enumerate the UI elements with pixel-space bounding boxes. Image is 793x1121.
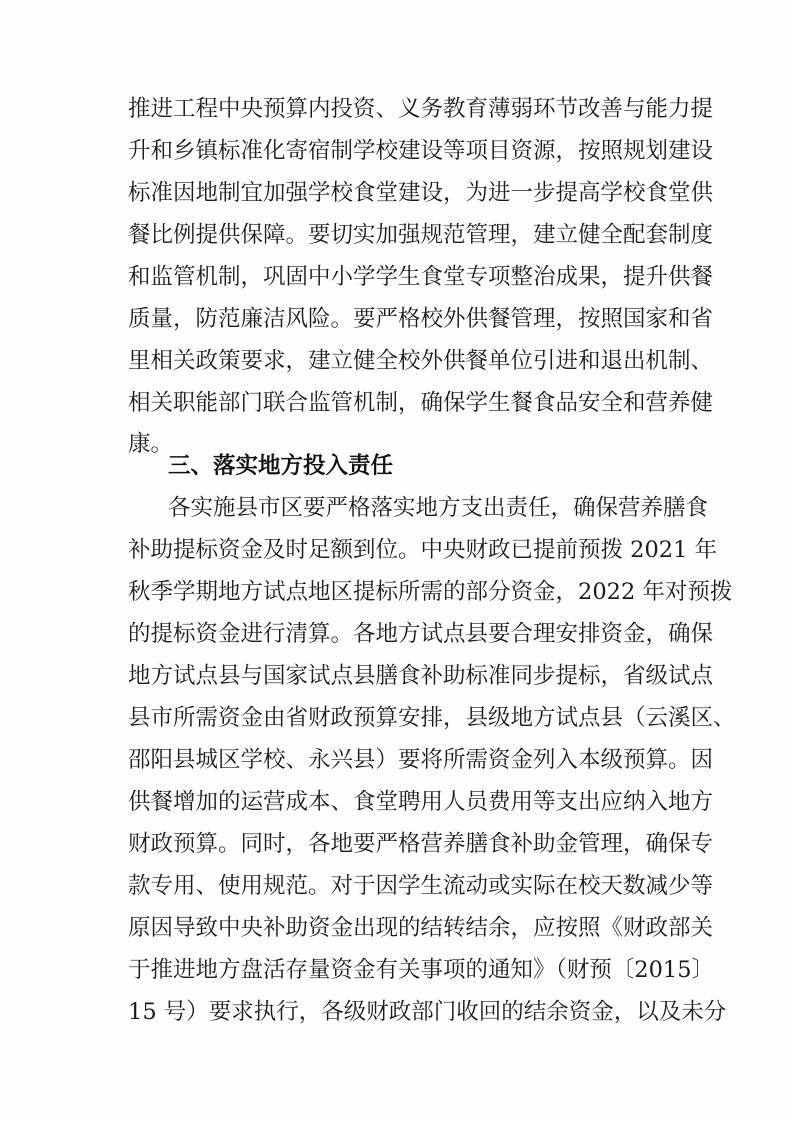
para2-line: 补助提标资金及时足额到位。中央财政已提前预拨 2021 年 xyxy=(128,537,718,563)
para1-line: 标准因地制宜加强学校食堂建设，为进一步提高学校食堂供 xyxy=(128,180,714,206)
para2-line: 各实施县市区要严格落实地方支出责任，确保营养膳食 xyxy=(168,495,709,521)
para2-line: 秋季学期地方试点地区提标所需的部分资金，2022 年对预拨 xyxy=(128,579,733,605)
para1-line: 康。 xyxy=(128,431,174,457)
para2-line: 地方试点县与国家试点县膳食补助标准同步提标，省级试点 xyxy=(128,663,714,689)
section-heading: 三、落实地方投入责任 xyxy=(168,453,394,479)
para1-line: 质量，防范廉洁风险。要严格校外供餐管理，按照国家和省 xyxy=(128,306,714,332)
para2-line: 原因导致中央补助资金出现的结转结余，应按照《财政部关 xyxy=(128,915,714,941)
para1-line: 餐比例提供保障。要切实加强规范管理，建立健全配套制度 xyxy=(128,222,714,248)
para1-line: 里相关政策要求，建立健全校外供餐单位引进和退出机制、 xyxy=(128,348,714,374)
para1-line: 推进工程中央预算内投资、义务教育薄弱环节改善与能力提 xyxy=(128,96,714,122)
para2-line: 供餐增加的运营成本、食堂聘用人员费用等支出应纳入地方 xyxy=(128,789,714,815)
para2-line: 财政预算。同时，各地要严格营养膳食补助金管理，确保专 xyxy=(128,831,714,857)
para1-line: 升和乡镇标准化寄宿制学校建设等项目资源，按照规划建设 xyxy=(128,138,714,164)
para2-line: 的提标资金进行清算。各地方试点县要合理安排资金，确保 xyxy=(128,621,714,647)
para2-line: 15 号）要求执行，各级财政部门收回的结余资金，以及未分 xyxy=(128,999,727,1025)
para2-line: 邵阳县城区学校、永兴县）要将所需资金列入本级预算。因 xyxy=(128,747,714,773)
para2-line: 县市所需资金由省财政预算安排，县级地方试点县（云溪区、 xyxy=(128,705,736,731)
para1-line: 相关职能部门联合监管机制，确保学生餐食品安全和营养健 xyxy=(128,390,714,416)
para1-line: 和监管机制，巩固中小学学生食堂专项整治成果，提升供餐 xyxy=(128,264,714,290)
para2-line: 款专用、使用规范。对于因学生流动或实际在校天数减少等 xyxy=(128,873,714,899)
para2-line: 于推进地方盘活存量资金有关事项的通知》（财预〔2015〕 xyxy=(128,957,715,983)
